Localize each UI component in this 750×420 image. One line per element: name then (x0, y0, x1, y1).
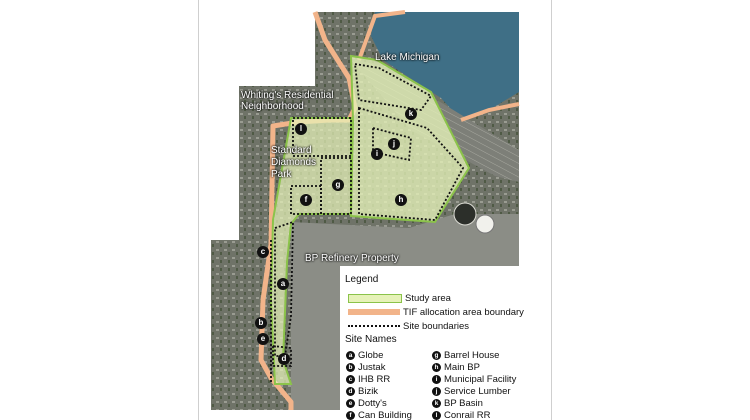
study-area-swatch (348, 294, 402, 303)
site-item-g (432, 350, 499, 361)
site-marker-d: d (278, 353, 290, 365)
site-letter-b: b (346, 363, 355, 372)
site-marker-f: f (300, 194, 312, 206)
site-marker-i: i (371, 148, 383, 160)
site-letter-f: f (346, 411, 355, 420)
site-letter-d: d (346, 387, 355, 396)
site-item-d (346, 386, 378, 397)
neighborhood-label: Whiting's Residential Neighborhood (241, 90, 334, 112)
site-marker-h: h (395, 194, 407, 206)
legend-tif-boundary-label: TIF allocation area boundary (403, 306, 524, 318)
site-name-l: Conrail RR (444, 410, 491, 420)
site-name-e: Dotty's (358, 398, 387, 409)
legend-tif-boundary (348, 306, 524, 318)
legend-site-boundaries (348, 320, 469, 332)
site-marker-e: e (257, 333, 269, 345)
site-marker-k: k (405, 108, 417, 120)
legend-title: Legend (345, 274, 379, 285)
site-letter-i: i (432, 375, 441, 384)
site-name-h: Main BP (444, 362, 480, 373)
site-item-i (432, 374, 516, 385)
site-item-j (432, 386, 511, 397)
map-legend (340, 266, 551, 420)
site-letter-h: h (432, 363, 441, 372)
site-item-l (432, 410, 490, 420)
legend-study-area (348, 292, 451, 304)
lake-label: Lake Michigan (375, 52, 440, 63)
site-item-b (346, 362, 385, 373)
site-marker-a: a (277, 278, 289, 290)
site-marker-g: g (332, 179, 344, 191)
site-name-d: Bizik (358, 386, 379, 397)
site-letter-a: a (346, 351, 355, 360)
site-name-g: Barrel House (444, 350, 500, 361)
site-name-k: BP Basin (444, 398, 483, 409)
site-letter-k: k (432, 399, 441, 408)
site-item-c (346, 374, 390, 385)
site-letter-e: e (346, 399, 355, 408)
site-boundary-swatch (348, 325, 400, 327)
site-letter-j: j (432, 387, 441, 396)
site-item-k (432, 398, 483, 409)
tif-boundary-swatch (348, 309, 400, 315)
site-letter-c: c (346, 375, 355, 384)
site-marker-j: j (388, 138, 400, 150)
site-marker-c: c (257, 246, 269, 258)
site-name-i: Municipal Facility (444, 374, 517, 385)
legend-site-boundaries-label: Site boundaries (403, 320, 470, 332)
site-item-f (346, 410, 412, 420)
site-letter-g: g (432, 351, 441, 360)
site-name-j: Service Lumber (444, 386, 511, 397)
site-marker-b: b (255, 317, 267, 329)
site-name-f: Can Building (358, 410, 412, 420)
site-name-c: IHB RR (358, 374, 391, 385)
park-label: Standard Diamonds Park (271, 145, 317, 180)
refinery-label: BP Refinery Property (305, 253, 399, 264)
site-marker-l: l (295, 123, 307, 135)
site-name-a: Globe (358, 350, 384, 361)
site-letter-l: l (432, 411, 441, 420)
map-figure (198, 0, 552, 420)
site-item-h (432, 362, 480, 373)
site-item-a (346, 350, 383, 361)
site-names-title: Site Names (345, 334, 397, 345)
site-item-e (346, 398, 387, 409)
site-name-b: Justak (358, 362, 386, 373)
legend-study-area-label: Study area (405, 292, 451, 304)
